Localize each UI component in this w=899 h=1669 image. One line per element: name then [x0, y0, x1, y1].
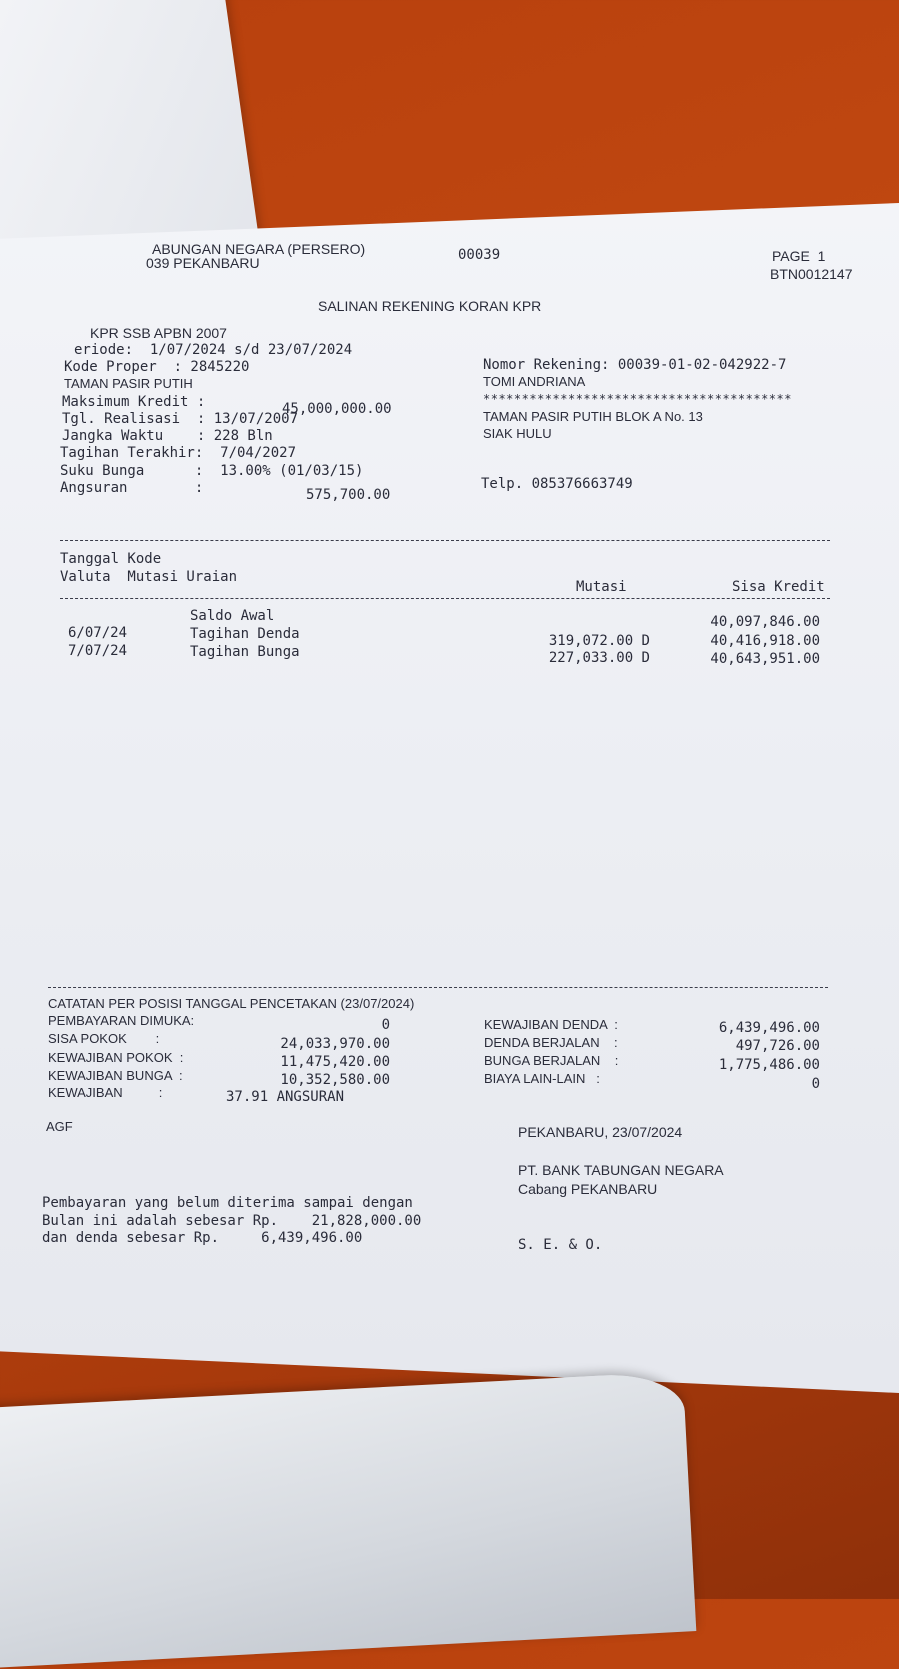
masked-separator: **************************************** — [483, 392, 792, 406]
table-row-tanggal: 6/07/24 — [68, 625, 128, 641]
tagihan-terakhir: Tagihan Terakhir: 7/04/2027 — [60, 445, 297, 461]
place-date: PEKANBARU, 23/07/2024 — [518, 1124, 683, 1140]
bank-name: ABUNGAN NEGARA (PERSERO) — [152, 241, 366, 257]
kewajiban-bunga-value: 10,352,580.00 — [280, 1072, 390, 1088]
kewajiban-denda-value: 6,439,496.00 — [718, 1020, 820, 1036]
kewajiban-value: 37.91 ANGSURAN — [226, 1089, 345, 1105]
angsuran-label: Angsuran : — [60, 480, 204, 496]
suku-bunga: Suku Bunga : 13.00% (01/03/15) — [60, 463, 364, 479]
tgl-realisasi: Tgl. Realisasi : 13/07/2007 — [62, 411, 299, 427]
bank-full-name: PT. BANK TABUNGAN NEGARA — [518, 1162, 724, 1178]
column-header-tanggal-kode: Tanggal Kode — [60, 551, 162, 567]
kewajiban-denda-label: KEWAJIBAN DENDA : — [484, 1017, 618, 1032]
table-row-sisa: 40,416,918.00 — [710, 633, 820, 649]
bunga-berjalan-label: BUNGA BERJALAN : — [484, 1053, 619, 1068]
table-row-uraian: Tagihan Denda — [190, 626, 300, 642]
project-name: TAMAN PASIR PUTIH — [64, 376, 193, 391]
address-line-2: SIAK HULU — [483, 426, 552, 441]
kewajiban-label: KEWAJIBAN : — [48, 1085, 163, 1100]
pembayaran-dimuka-value: 0 — [381, 1017, 390, 1033]
biaya-lain-value: 0 — [811, 1076, 820, 1092]
denda-berjalan-label: DENDA BERJALAN : — [484, 1035, 618, 1050]
branch-code: 00039 — [458, 247, 501, 263]
kewajiban-pokok-label: KEWAJIBAN POKOK : — [48, 1050, 184, 1065]
catatan-title: CATATAN PER POSISI TANGGAL PENCETAKAN (23/07/2024) — [48, 996, 415, 1011]
page-number: PAGE 1 — [772, 248, 826, 264]
kewajiban-pokok-value: 11,475,420.00 — [280, 1054, 390, 1070]
denda-berjalan-value: 497,726.00 — [735, 1038, 820, 1054]
column-header-sisa-kredit: Sisa Kredit — [732, 579, 825, 595]
table-row-sisa: 40,643,951.00 — [710, 651, 820, 667]
seo-note: S. E. & O. — [518, 1237, 603, 1253]
column-header-mutasi: Mutasi — [576, 579, 627, 595]
table-row-uraian: Saldo Awal — [190, 608, 275, 624]
pembayaran-dimuka-label: PEMBAYARAN DIMUKA: — [48, 1013, 195, 1028]
sisa-pokok-label: SISA POKOK : — [48, 1031, 160, 1046]
kewajiban-bunga-label: KEWAJIBAN BUNGA : — [48, 1068, 183, 1083]
maksimum-kredit-label: Maksimum Kredit : — [62, 394, 206, 410]
document-title: SALINAN REKENING KORAN KPR — [318, 298, 542, 314]
sisa-pokok-value: 24,033,970.00 — [280, 1036, 390, 1052]
payment-note-line-3: dan denda sebesar Rp. 6,439,496.00 — [42, 1230, 363, 1246]
branch-name: 039 PEKANBARU — [146, 255, 260, 271]
periode: eriode: 1/07/2024 s/d 23/07/2024 — [74, 342, 353, 358]
product-name: KPR SSB APBN 2007 — [90, 325, 227, 341]
account-holder-name: TOMI ANDRIANA — [483, 374, 586, 389]
maksimum-kredit-value: 45,000,000.00 — [282, 401, 392, 417]
table-row-uraian: Tagihan Bunga — [190, 644, 300, 660]
agf-label: AGF — [46, 1119, 73, 1134]
bunga-berjalan-value: 1,775,486.00 — [718, 1057, 820, 1073]
table-row-sisa: 40,097,846.00 — [710, 614, 820, 630]
telephone: Telp. 085376663749 — [481, 476, 633, 492]
divider — [48, 987, 828, 988]
kode-proper: Kode Proper : 2845220 — [64, 359, 250, 375]
biaya-lain-label: BIAYA LAIN-LAIN : — [484, 1071, 600, 1086]
jangka-waktu: Jangka Waktu : 228 Bln — [62, 428, 273, 444]
column-header-valuta-mutasi-uraian: Valuta Mutasi Uraian — [60, 569, 238, 585]
document-id: BTN0012147 — [770, 266, 853, 282]
divider — [60, 598, 830, 599]
table-row-mutasi: 319,072.00 D — [548, 633, 650, 649]
payment-note-line-1: Pembayaran yang belum diterima sampai dengan — [42, 1195, 413, 1211]
nomor-rekening: Nomor Rekening: 00039-01-02-042922-7 — [483, 357, 787, 373]
table-row-mutasi: 227,033.00 D — [548, 650, 650, 666]
branch-full-name: Cabang PEKANBARU — [518, 1181, 658, 1197]
angsuran-value: 575,700.00 — [306, 487, 391, 503]
table-row-tanggal: 7/07/24 — [68, 643, 128, 659]
divider — [60, 540, 830, 541]
payment-note-line-2: Bulan ini adalah sebesar Rp. 21,828,000.00 — [42, 1213, 422, 1229]
address-line-1: TAMAN PASIR PUTIH BLOK A No. 13 — [483, 409, 703, 424]
